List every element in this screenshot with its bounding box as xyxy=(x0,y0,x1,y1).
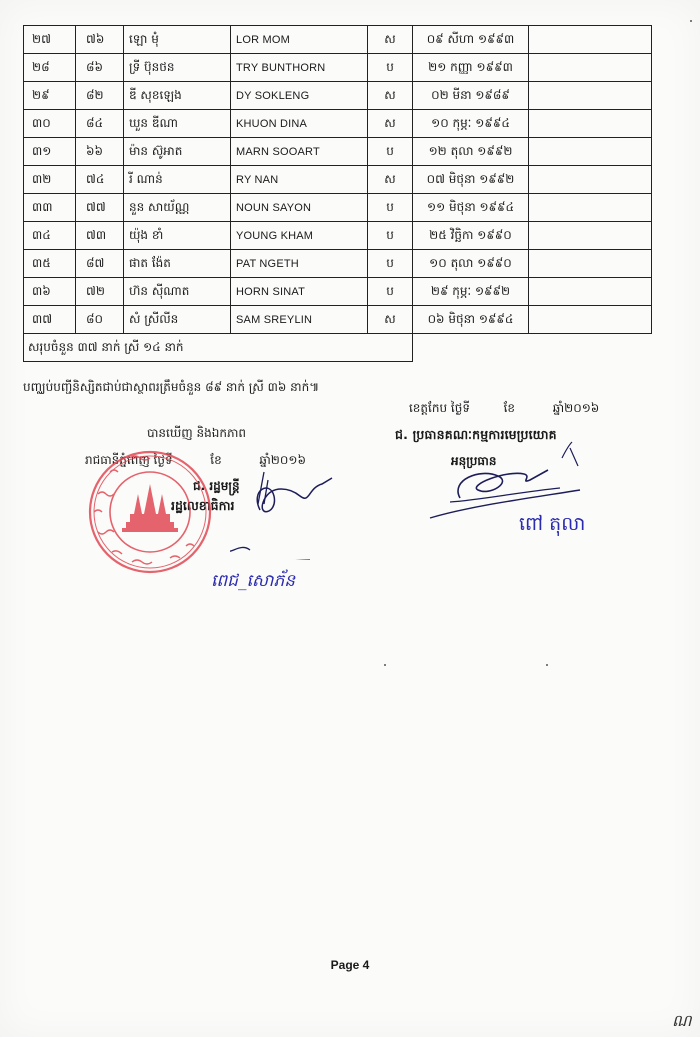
khmer-name-cell: ឃួន ឌីណា xyxy=(124,110,231,138)
roster-summary: សរុបចំនួន ៣៧ នាក់ ស្រី ១៤ នាក់ xyxy=(24,334,413,362)
student-id-cell: ៦៦ xyxy=(76,138,124,166)
sex-cell: ស xyxy=(368,110,413,138)
date-of-birth-cell: ០៧ មិថុនា ១៩៩២ xyxy=(413,166,529,194)
student-id-cell: ៨៦ xyxy=(76,54,124,82)
student-id-cell: ៧៣ xyxy=(76,222,124,250)
khmer-name-cell: ឡោ មុំ xyxy=(124,26,231,54)
sex-cell: ប xyxy=(368,278,413,306)
remark-cell xyxy=(529,82,652,110)
student-id-cell: ៧២ xyxy=(76,278,124,306)
committee-signer-name: ពៅ តុលា xyxy=(519,513,586,535)
latin-name-cell: PAT NGETH xyxy=(231,250,368,278)
ministry-handwritten-signature xyxy=(230,470,350,560)
sex-cell: ស xyxy=(368,306,413,334)
khmer-name-cell: ហ៊ន ស៊ីណាត xyxy=(124,278,231,306)
approval-date-month: ខែ xyxy=(210,453,222,467)
row-number-cell: ២៨ xyxy=(24,54,76,82)
latin-name-cell: SAM SREYLIN xyxy=(231,306,368,334)
latin-name-cell: MARN SOOART xyxy=(231,138,368,166)
date-of-birth-cell: ០៩ សីហា ១៩៩៣ xyxy=(413,26,529,54)
remark-cell xyxy=(529,54,652,82)
latin-name-cell: YOUNG KHAM xyxy=(231,222,368,250)
latin-name-cell: HORN SINAT xyxy=(231,278,368,306)
ministry-seal-stamp xyxy=(86,448,216,576)
latin-name-cell: DY SOKLENG xyxy=(231,82,368,110)
khmer-name-cell: ទ្រី ប៊ុនថន xyxy=(124,54,231,82)
remark-cell xyxy=(529,278,652,306)
date-of-birth-cell: ២៩ កុម្ភៈ ១៩៩២ xyxy=(413,278,529,306)
committee-date-year: ឆ្នាំ២០១៦ xyxy=(552,401,600,415)
table-row xyxy=(24,138,652,166)
sex-cell: ស xyxy=(368,82,413,110)
table-row xyxy=(24,306,652,334)
student-id-cell: ៧៧ xyxy=(76,194,124,222)
student-id-cell: ៨២ xyxy=(76,82,124,110)
committee-date-place: ខេត្តកែប ថ្ងៃទី xyxy=(409,401,470,415)
row-number-cell: ៣៥ xyxy=(24,250,76,278)
latin-name-cell: KHUON DINA xyxy=(231,110,368,138)
approval-date-place: រាជធានីភ្នំពេញ ថ្ងៃទី xyxy=(85,453,173,467)
date-of-birth-cell: ១០ តុលា ១៩៩០ xyxy=(413,250,529,278)
table-row xyxy=(24,26,652,54)
latin-name-cell: NOUN SAYON xyxy=(231,194,368,222)
remark-cell xyxy=(529,250,652,278)
date-of-birth-cell: ១១ មិថុនា ១៩៩៤ xyxy=(413,194,529,222)
corner-handwritten-mark: ណ xyxy=(672,1011,692,1030)
student-id-cell: ៨០ xyxy=(76,306,124,334)
approval-deputy-title: ជ. រដ្ឋមន្ត្រី xyxy=(193,479,240,493)
row-number-cell: ២៩ xyxy=(24,82,76,110)
approval-signer-name: ពេជ_សោភ័ន xyxy=(211,571,296,591)
remark-cell xyxy=(529,222,652,250)
row-number-cell: ៣៦ xyxy=(24,278,76,306)
row-number-cell: ៣០ xyxy=(24,110,76,138)
latin-name-cell: LOR MOM xyxy=(231,26,368,54)
approval-heading: បានឃើញ និងឯកភាព xyxy=(147,426,247,440)
roster-body xyxy=(24,26,652,362)
student-roster-table xyxy=(23,25,652,362)
closing-statement: បញ្ឈប់បញ្ជីនិស្សិតជាប់ជាស្ថាពរត្រឹមចំនួន ៨៩ នាក់ ស្រី ៣៦ នាក់៕ xyxy=(23,380,320,394)
khmer-name-cell: សំ ស្រីលីន xyxy=(124,306,231,334)
sex-cell: ប xyxy=(368,250,413,278)
committee-handwritten-signature xyxy=(420,440,590,530)
row-number-cell: ៣៤ xyxy=(24,222,76,250)
remark-cell xyxy=(529,110,652,138)
table-row xyxy=(24,54,652,82)
table-row xyxy=(24,194,652,222)
row-number-cell: ៣២ xyxy=(24,166,76,194)
table-row xyxy=(24,222,652,250)
table-row xyxy=(24,82,652,110)
sex-cell: ប xyxy=(368,222,413,250)
table-row xyxy=(24,166,652,194)
page-number-footer: Page 4 xyxy=(330,958,370,972)
sex-cell: ស xyxy=(368,26,413,54)
khmer-name-cell: ម៉ាន ស៊ូអាត xyxy=(124,138,231,166)
date-of-birth-cell: ២១ កញ្ញា ១៩៩៣ xyxy=(413,54,529,82)
date-of-birth-cell: ២៥ វិច្ឆិកា ១៩៩០ xyxy=(413,222,529,250)
latin-name-cell: TRY BUNTHORN xyxy=(231,54,368,82)
remark-cell xyxy=(529,166,652,194)
row-number-cell: ៣៣ xyxy=(24,194,76,222)
khmer-name-cell: ឌី សុខឡេង xyxy=(124,82,231,110)
committee-subrole-title: អនុប្រធាន xyxy=(451,454,497,468)
date-of-birth-cell: ១២ តុលា ១៩៩២ xyxy=(413,138,529,166)
student-id-cell: ៧៦ xyxy=(76,26,124,54)
sex-cell: ប xyxy=(368,54,413,82)
row-number-cell: ៣១ xyxy=(24,138,76,166)
remark-cell xyxy=(529,138,652,166)
khmer-name-cell: នួន សាយ័ណ្ណ xyxy=(124,194,231,222)
row-number-cell: ២៧ xyxy=(24,26,76,54)
remark-cell xyxy=(529,194,652,222)
remark-cell xyxy=(529,26,652,54)
remark-cell xyxy=(529,306,652,334)
sex-cell: ស xyxy=(368,166,413,194)
latin-name-cell: RY NAN xyxy=(231,166,368,194)
table-row xyxy=(24,110,652,138)
approval-office-title: រដ្ឋលេខាធិការ xyxy=(171,498,235,513)
sex-cell: ប xyxy=(368,194,413,222)
committee-role-title: ជ. ប្រធានគណៈកម្មការមេប្រយោគ xyxy=(395,427,557,442)
committee-date-month: ខែ xyxy=(503,401,516,415)
scan-speck xyxy=(546,664,548,666)
khmer-name-cell: ផាត ង៉ែត xyxy=(124,250,231,278)
table-row xyxy=(24,278,652,306)
summary-row xyxy=(24,334,652,362)
date-of-birth-cell: ១០ កុម្ភៈ ១៩៩៤ xyxy=(413,110,529,138)
khmer-name-cell: យ៉ុង ខាំ xyxy=(124,222,231,250)
approval-date-year: ឆ្នាំ២០១៦ xyxy=(259,453,306,467)
scan-speck xyxy=(384,664,386,666)
student-id-cell: ៧៤ xyxy=(76,166,124,194)
table-row xyxy=(24,250,652,278)
date-of-birth-cell: ០៦ មិថុនា ១៩៩៤ xyxy=(413,306,529,334)
scan-speck xyxy=(690,20,692,22)
row-number-cell: ៣៧ xyxy=(24,306,76,334)
student-id-cell: ៨៧ xyxy=(76,250,124,278)
committee-dateline xyxy=(409,400,655,418)
date-of-birth-cell: ០២ មីនា ១៩៨៩ xyxy=(413,82,529,110)
khmer-name-cell: រី ណាន់ xyxy=(124,166,231,194)
sex-cell: ប xyxy=(368,138,413,166)
student-id-cell: ៨៤ xyxy=(76,110,124,138)
